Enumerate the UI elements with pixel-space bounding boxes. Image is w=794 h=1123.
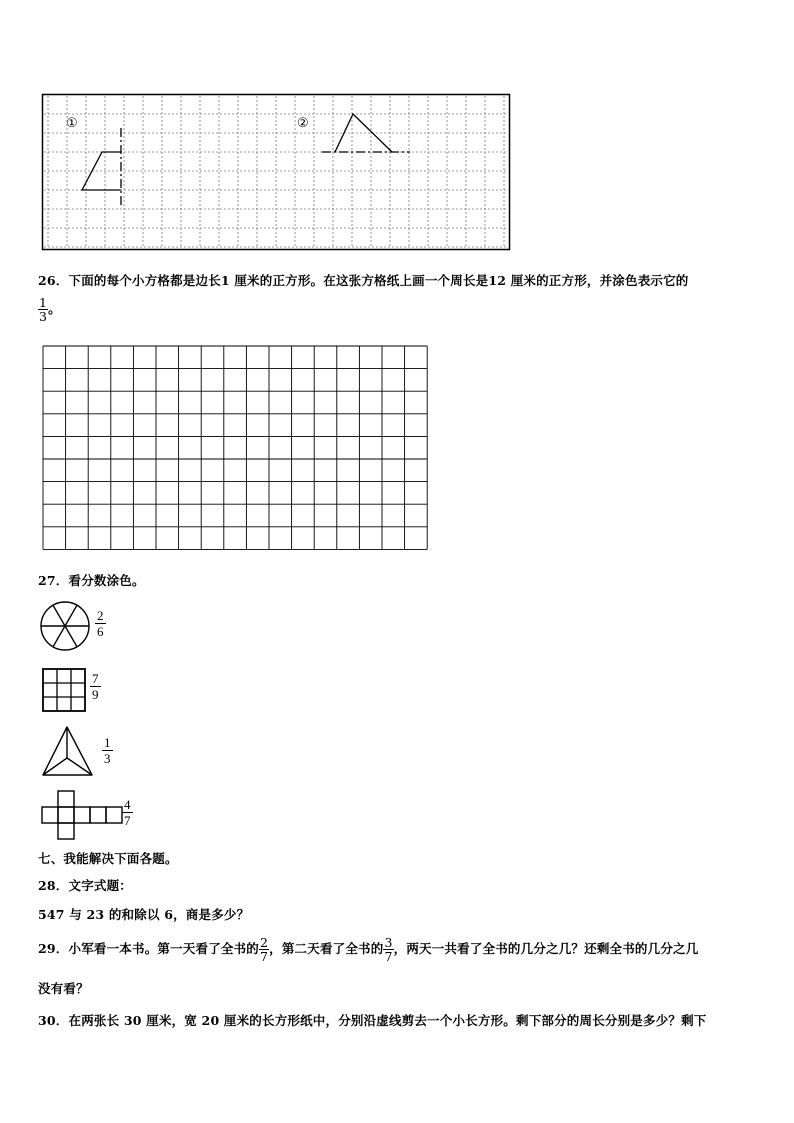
cross-net-fraction (122, 797, 133, 828)
fraction-numerator: 2 (260, 935, 269, 950)
fraction-numerator: 1 (104, 735, 111, 750)
fraction-denominator: 9 (92, 687, 99, 702)
section-7-heading (38, 849, 178, 867)
question-28 (38, 876, 132, 894)
fraction-numerator: 1 (39, 295, 48, 310)
question-26-tail: 。 (48, 301, 61, 316)
question-29-line2-text: 没有看？ (38, 981, 89, 996)
fraction-denominator: 7 (260, 949, 269, 964)
fraction-denominator: 7 (124, 813, 131, 828)
question-28-sub (38, 905, 249, 923)
question-29-part1: 29．小军看一本书。第一天看了全书的 (38, 941, 259, 956)
figure-label-2: ② (297, 116, 309, 131)
question-26-text: 26．下面的每个小方格都是边长1 厘米的正方形。在这张方格纸上画一个周长是12 厘米的正方形，并涂色表示它的 (38, 273, 689, 288)
question-27-text: 27．看分数涂色。 (38, 573, 145, 588)
question-28-sub-text: 547 与 23 的和除以 6，商是多少？ (38, 907, 250, 922)
fraction-denominator: 6 (97, 624, 104, 639)
question-30-text: 30．在两张长 30 厘米，宽 20 厘米的长方形纸中，分别沿虚线剪去一个小长方形。剩下部分的周长分别是多少？剩下 (38, 1013, 707, 1028)
fraction-denominator: 3 (39, 309, 48, 324)
question-29-fraction-1 (259, 936, 269, 963)
section-7-text: 七、我能解决下面各题。 (38, 851, 178, 866)
fraction-numerator: 4 (124, 797, 131, 812)
question-30 (38, 1011, 707, 1029)
fraction-numerator: 3 (384, 935, 393, 950)
fraction-denominator: 7 (384, 949, 393, 964)
question-29-line2 (38, 979, 89, 997)
fraction-denominator: 3 (104, 751, 111, 766)
question-29-part2: ，第二天看了全书的 (269, 941, 384, 956)
question-29-part3: ，两天一共看了全书的几分之几？还剩全书的几分之几 (393, 941, 699, 956)
question-28-text: 28．文字式题： (38, 878, 132, 893)
fraction-numerator: 2 (97, 608, 104, 623)
question-29 (38, 936, 698, 963)
question-29-fraction-2 (383, 936, 393, 963)
figure-label-1: ① (66, 116, 78, 131)
fraction-numerator: 7 (92, 671, 99, 686)
